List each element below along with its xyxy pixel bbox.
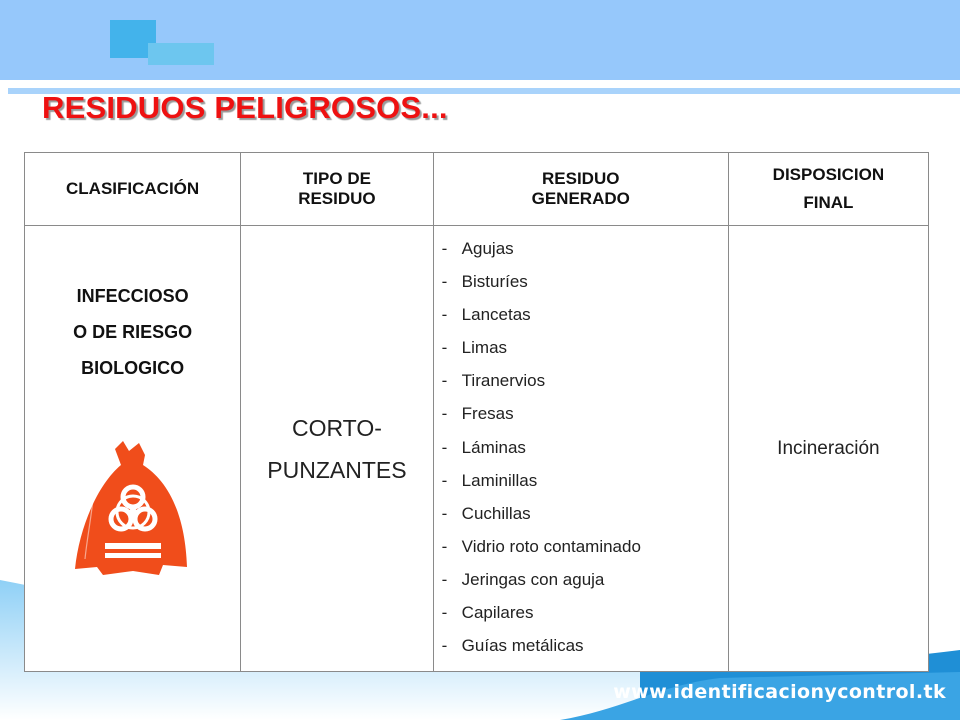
header-tipo [241,153,433,226]
list-dash: - [441,305,448,325]
list-item [442,397,728,430]
list-item [442,497,728,530]
residue-label: Laminillas [461,470,538,490]
residue-label: Limas [461,338,508,358]
header-residuo-line2: GENERADO [531,189,630,208]
list-item [442,596,728,629]
header-clasificacion-label: CLASIFICACIÓN [66,179,200,198]
list-dash: - [441,470,448,490]
footer-url: www.identificacionycontrol.tk [613,681,946,703]
list-dash: - [441,603,448,623]
list-dash: - [441,536,448,556]
list-dash: - [441,338,448,358]
list-item [442,364,728,397]
list-item [442,629,728,662]
residue-label: Lancetas [461,305,531,325]
table-row [25,226,929,672]
waste-table [24,152,929,672]
list-dash: - [441,371,448,391]
table-header-row [25,153,929,226]
list-item [442,464,728,497]
residue-label: Vidrio roto contaminado [461,536,641,556]
decorative-square-small [148,43,214,65]
header-tipo-line2: RESIDUO [298,189,376,208]
list-item [442,563,728,596]
residue-label: Agujas [461,239,514,258]
list-item [442,298,728,331]
header-residuo-line1: RESIDUO [542,169,620,188]
header-residuo [433,153,728,226]
list-dash: - [441,272,448,292]
list-item [442,431,728,464]
tipo-line: PUNZANTES [267,456,407,483]
header-disposicion [728,153,928,226]
residue-label: Jeringas con aguja [461,569,605,589]
classification-line: BIOLOGICO [81,358,185,378]
classification-text [25,278,240,386]
tipo-cell [241,226,433,672]
residue-label: Guías metálicas [461,636,584,656]
header-disposicion-line2: FINAL [803,193,854,212]
residue-label: Cuchillas [461,503,531,523]
residue-label: Láminas [461,437,526,457]
list-item [442,331,728,364]
residue-label: Tiranervios [461,371,546,391]
residues-list [442,232,728,662]
slide-title: RESIDUOS PELIGROSOS... [42,90,448,125]
residues-cell [433,226,728,672]
tipo-line: CORTO- [291,414,382,441]
list-dash: - [441,569,448,589]
list-dash: - [441,239,448,258]
residue-label: Capilares [461,603,534,623]
list-item [442,265,728,298]
classification-line: O DE RIESGO [73,322,193,342]
classification-cell [25,226,241,672]
list-dash: - [441,404,448,424]
list-item [442,232,728,265]
residue-label: Fresas [461,404,514,424]
header-tipo-line1: TIPO DE [302,169,371,188]
list-item [442,530,728,563]
biohazard-bag-icon [73,439,191,577]
list-dash: - [441,437,448,457]
list-dash: - [441,503,448,523]
disposicion-cell [728,226,928,672]
header-disposicion-line1: DISPOSICION [772,165,885,184]
header-clasificacion [25,153,241,226]
disposicion-value: Incineración [777,437,880,459]
classification-line: INFECCIOSO [76,286,189,306]
list-dash: - [441,636,448,656]
residue-label: Bisturíes [461,272,528,292]
